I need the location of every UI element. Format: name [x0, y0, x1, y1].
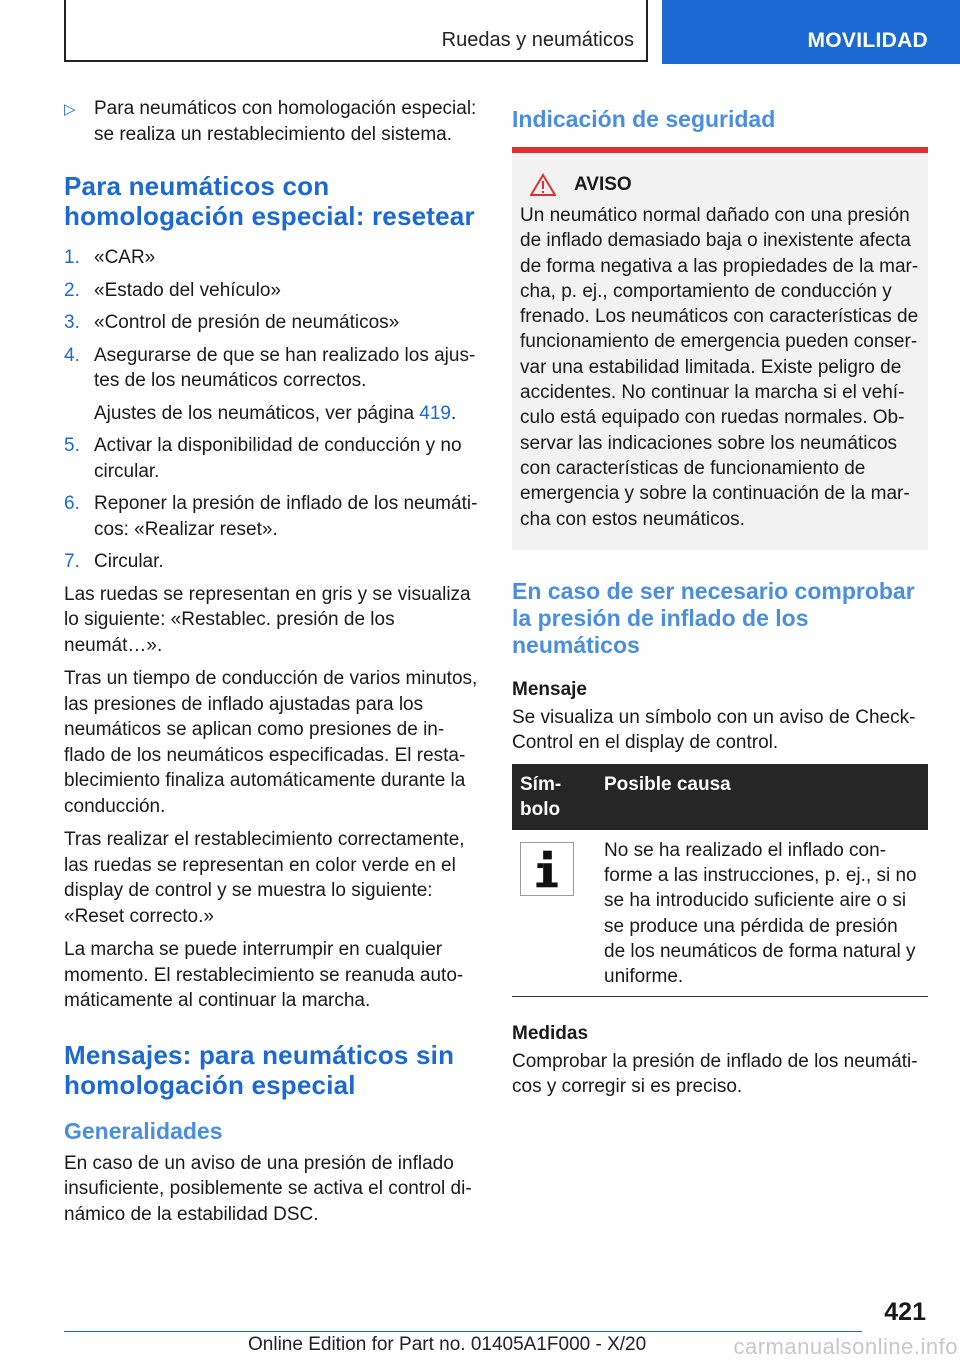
warning-label: AVISO — [574, 174, 632, 195]
heading-reset: Para neumáticos con homologación especial: resetear — [64, 171, 475, 231]
triangle-bullet-icon: ▷ — [64, 101, 76, 118]
warning-text: Un neumático normal dañado con una presión de inflado demasiado baja o inexistente afecta de forma negativa a las propiedades de la marcha, p. ej., comportamiento de conducción y frenado. Los neumáticos con características de funcionamiento de emergencia pueden conservar una estabilidad limitada. Existe peligro de accidentes. No continuar la marcha si el vehículo está equipado con ruedas normales. Observar las indicaciones sobre los neumáticos con características de funcionamiento de emergencia y sobre la continuación de la marcha con estos neumáticos. — [520, 205, 919, 530]
list-item — [64, 310, 478, 336]
step-number: 7. — [64, 551, 80, 572]
measures-label: Medidas — [512, 1022, 589, 1044]
info-glyph-icon — [521, 843, 573, 895]
list-item — [64, 549, 478, 575]
subnote-text: Ajustes de los neumáticos, ver página — [94, 402, 420, 424]
step-text: Circular. — [94, 551, 164, 572]
step-number: 4. — [64, 344, 80, 366]
bullet-text: Para neumáticos con homologación especial: se realiza un restablecimiento del sistema. — [94, 98, 477, 145]
subnote-end: . — [451, 402, 457, 424]
step-text: «Estado del vehículo» — [94, 279, 281, 301]
symbol-cell — [512, 830, 596, 996]
chapter-title: MOVILIDAD — [807, 29, 928, 52]
page-link[interactable]: 419 — [419, 402, 451, 424]
list-item — [64, 433, 478, 484]
step-text: «Control de presión de neumáticos» — [94, 312, 400, 333]
step-text: «CAR» — [94, 247, 156, 268]
reset-steps-list — [64, 245, 478, 575]
warning-box — [512, 153, 928, 550]
header-section-box — [64, 0, 648, 62]
right-column — [512, 96, 928, 1108]
paragraph: Tras un tiempo de conducción de varios minutos, las presiones de inflado ajustadas para los neumáticos se aplican como presiones de inflado de los neumáticos especificadas. El restablecimiento finaliza automáticamente durante la conducción. — [64, 668, 478, 817]
step-text: Reponer la presión de inflado de los neumáticos: «Realizar reset». — [94, 493, 478, 540]
footer-rule — [64, 1331, 862, 1332]
step-subnote — [94, 401, 478, 427]
watermark: carmanualsonline.info — [733, 1334, 958, 1359]
list-item — [64, 343, 478, 427]
step-number: 6. — [64, 493, 80, 514]
section-title: Ruedas y neumáticos — [441, 29, 634, 51]
heading-general: Generalidades — [64, 1117, 223, 1144]
table-row — [512, 830, 928, 996]
warning-header — [530, 173, 920, 197]
bullet-item — [64, 96, 478, 147]
message-table — [512, 764, 928, 997]
check-heading: En caso de ser necesario comprobar la presión de inflado de los neumáticos — [512, 577, 915, 658]
message-text: Se visualiza un símbolo con un aviso de Check-Control en el display de control. — [512, 706, 916, 754]
list-item — [64, 278, 478, 304]
step-number: 1. — [64, 247, 80, 268]
step-number: 5. — [64, 435, 80, 456]
list-item — [64, 245, 478, 271]
step-text: Asegurarse de que se han realizado los ajustes de los neumáticos correctos. — [94, 344, 476, 391]
left-column — [64, 96, 478, 1235]
paragraph: Tras realizar el restablecimiento correctamente, las ruedas se representan en color verde en el display de control y se muestra lo siguiente: «Reset correcto.» — [64, 829, 465, 927]
info-icon — [520, 842, 574, 896]
edition-text: Online Edition for Part no. 01405A1F000 - X/20 — [248, 1334, 647, 1355]
step-text: Activar la disponibilidad de conducción y no circular. — [94, 435, 462, 482]
page-number: 421 — [884, 1298, 926, 1326]
paragraph: En caso de un aviso de una presión de inflado insuficiente, posiblemente se activa el control dinámico de la estabilidad DSC. — [64, 1152, 472, 1225]
heading-messages: Mensajes: para neumáticos sin homologación especial — [64, 1039, 455, 1100]
paragraph: Las ruedas se representan en gris y se visualiza lo siguiente: «Restablec. presión de los neumát…». — [64, 583, 471, 656]
cause-cell: No se ha realizado el inflado conforme a las instrucciones, p. ej., si no se ha introducido suficiente aire o si se produce una pérdida de presión de los neumáticos de forma natural y uniforme. — [596, 830, 928, 996]
chapter-tab — [662, 0, 960, 64]
step-number: 3. — [64, 312, 80, 333]
column-header-symbol: Símbolo — [512, 764, 596, 830]
measures-text: Comprobar la presión de inflado de los neumáticos y corregir si es preciso. — [512, 1050, 918, 1098]
paragraph: La marcha se puede interrumpir en cualquier momento. El restablecimiento se reanuda automáticamente al continuar la marcha. — [64, 939, 464, 1011]
safety-heading: Indicación de seguridad — [512, 106, 776, 132]
list-item — [64, 491, 478, 542]
step-number: 2. — [64, 279, 80, 301]
warning-triangle-icon — [530, 173, 556, 197]
column-header-cause: Posible causa — [596, 764, 928, 830]
message-label: Mensaje — [512, 678, 587, 700]
